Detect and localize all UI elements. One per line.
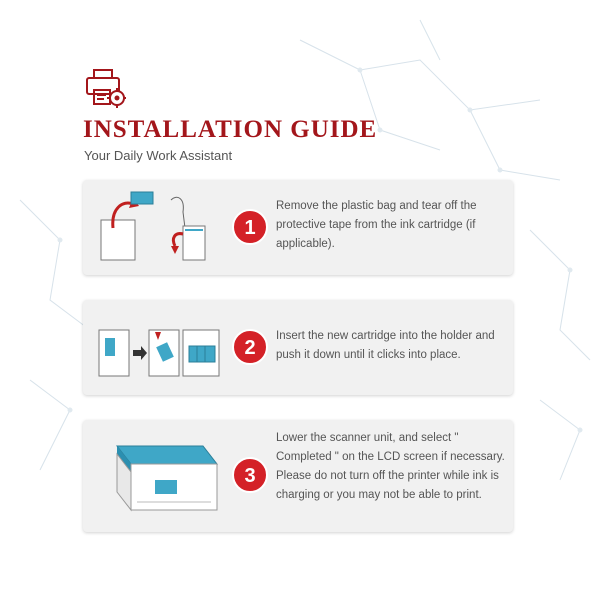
step-3-text: Lower the scanner unit, and select " Completed " on the LCD screen if necessary. Please do not turn off the printer while ink is charging or you may not be able to print. (276, 432, 505, 501)
page-title: INSTALLATION GUIDE (83, 116, 378, 143)
step-1-badge (231, 208, 269, 246)
step-1-number: 1 (244, 217, 256, 239)
step-2-number: 2 (244, 337, 256, 359)
step-3-badge (231, 456, 269, 494)
step-2-badge (231, 328, 269, 366)
step-3-number: 3 (244, 465, 256, 487)
insert-cartridge-illustration-icon (93, 308, 223, 388)
step-2-text: Insert the new cartridge into the holder and push it down until it clicks into place. (276, 330, 495, 361)
printer-gear-logo-icon (84, 68, 126, 108)
step-card-2 (83, 300, 513, 395)
page-subtitle: Your Daily Work Assistant (84, 148, 233, 163)
step-1-text: Remove the plastic bag and tear off the protective tape from the ink cartridge (if applicable). (276, 200, 477, 250)
step-card-3 (83, 420, 513, 532)
remove-tape-illustration-icon (93, 188, 223, 268)
step-card-1 (83, 180, 513, 275)
printer-scanner-illustration-icon (93, 428, 223, 518)
